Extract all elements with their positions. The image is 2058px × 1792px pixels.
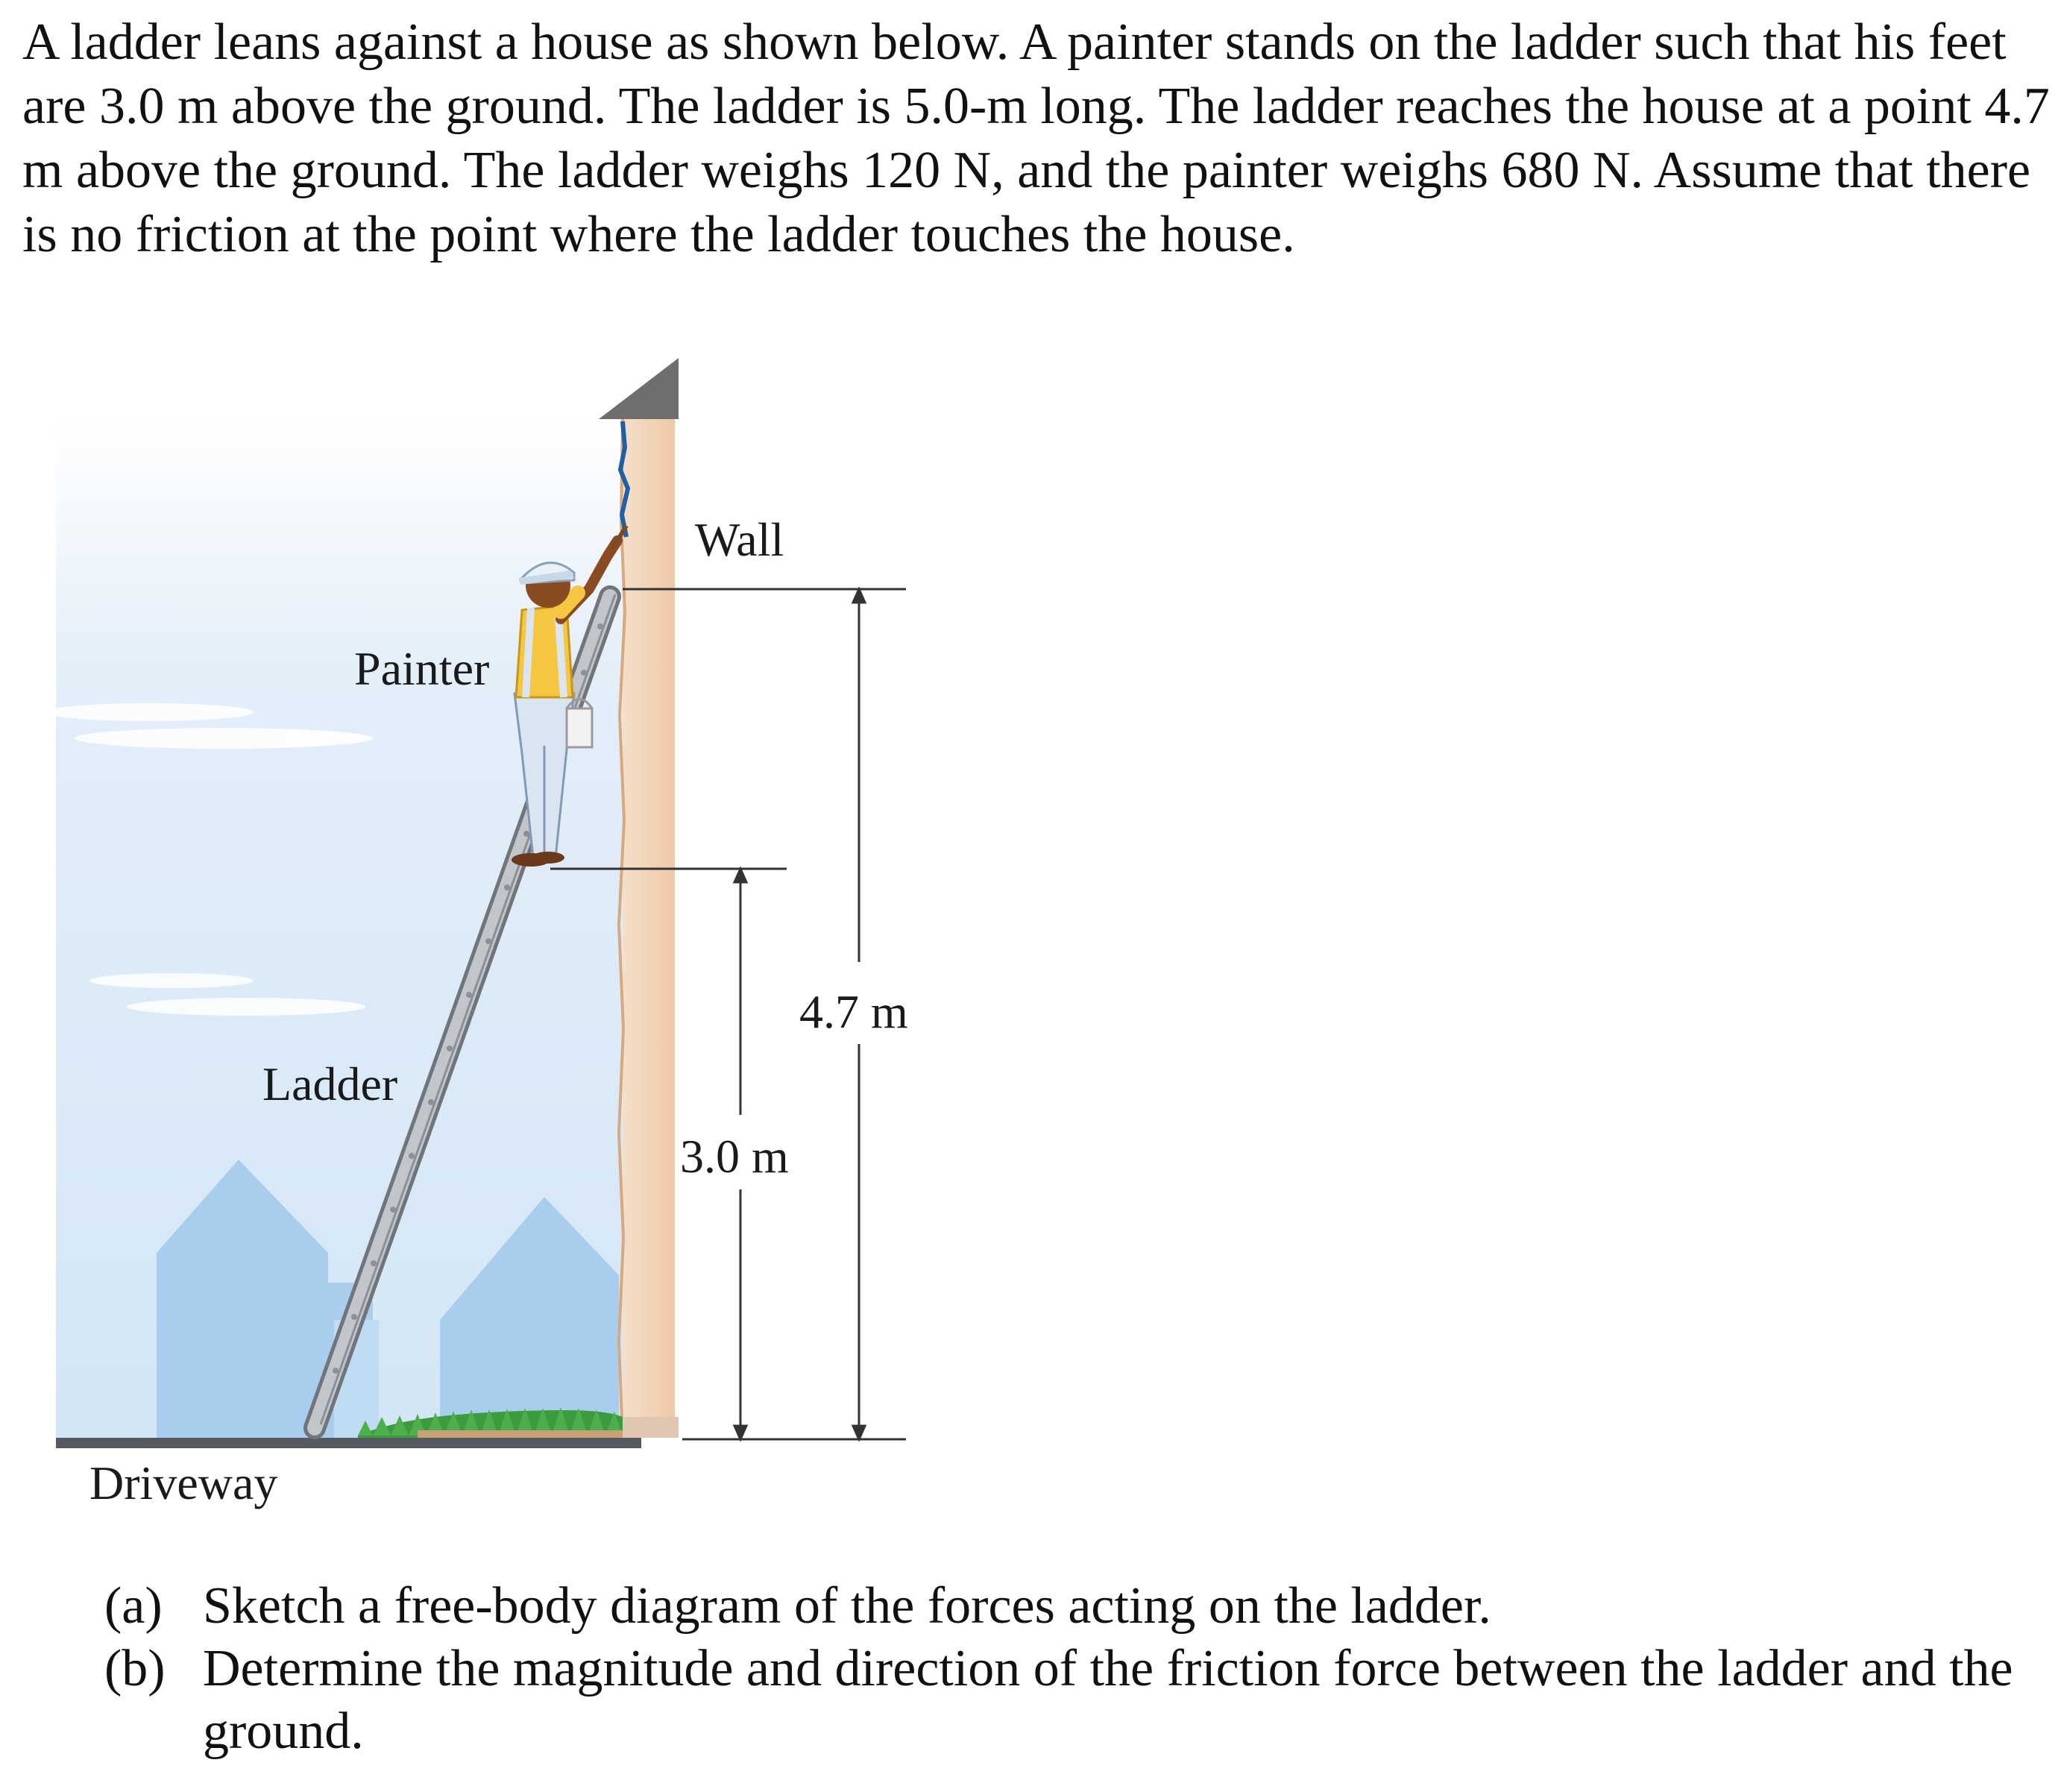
question-tag: (a): [104, 1577, 163, 1635]
height-total-label: 4.7 m: [799, 985, 908, 1038]
wall: [619, 418, 679, 1438]
problem-statement: A ladder leans against a house as shown below. A painter stands on the ladder such that his feet are 3.0 m above the ground. The ladder is 5.0-m long. The ladder reaches the house at a point 4.7 m above the ground. The ladder weighs 120 N, and the painter weighs 680 N. Assume that there is no friction at the point where the ladder touches the house.: [22, 13, 2050, 263]
driveway-label: Driveway: [89, 1456, 278, 1509]
driveway-ground: [56, 1438, 641, 1448]
wall-label: Wall: [695, 513, 784, 566]
question-text: Sketch a free-body diagram of the forces acting on the ladder.: [203, 1577, 1491, 1635]
question-item: [104, 1575, 2043, 1638]
question-text: Determine the magnitude and direction of the friction force between the ladder and the ground.: [203, 1640, 2013, 1760]
question-tag: (b): [104, 1640, 166, 1697]
painter-label: Painter: [354, 642, 490, 695]
roof-corner: [599, 358, 679, 419]
ladder-label: Ladder: [262, 1057, 398, 1110]
question-list: [104, 1575, 2043, 1763]
question-item: [104, 1638, 2043, 1763]
height-feet-label: 3.0 m: [680, 1130, 789, 1183]
